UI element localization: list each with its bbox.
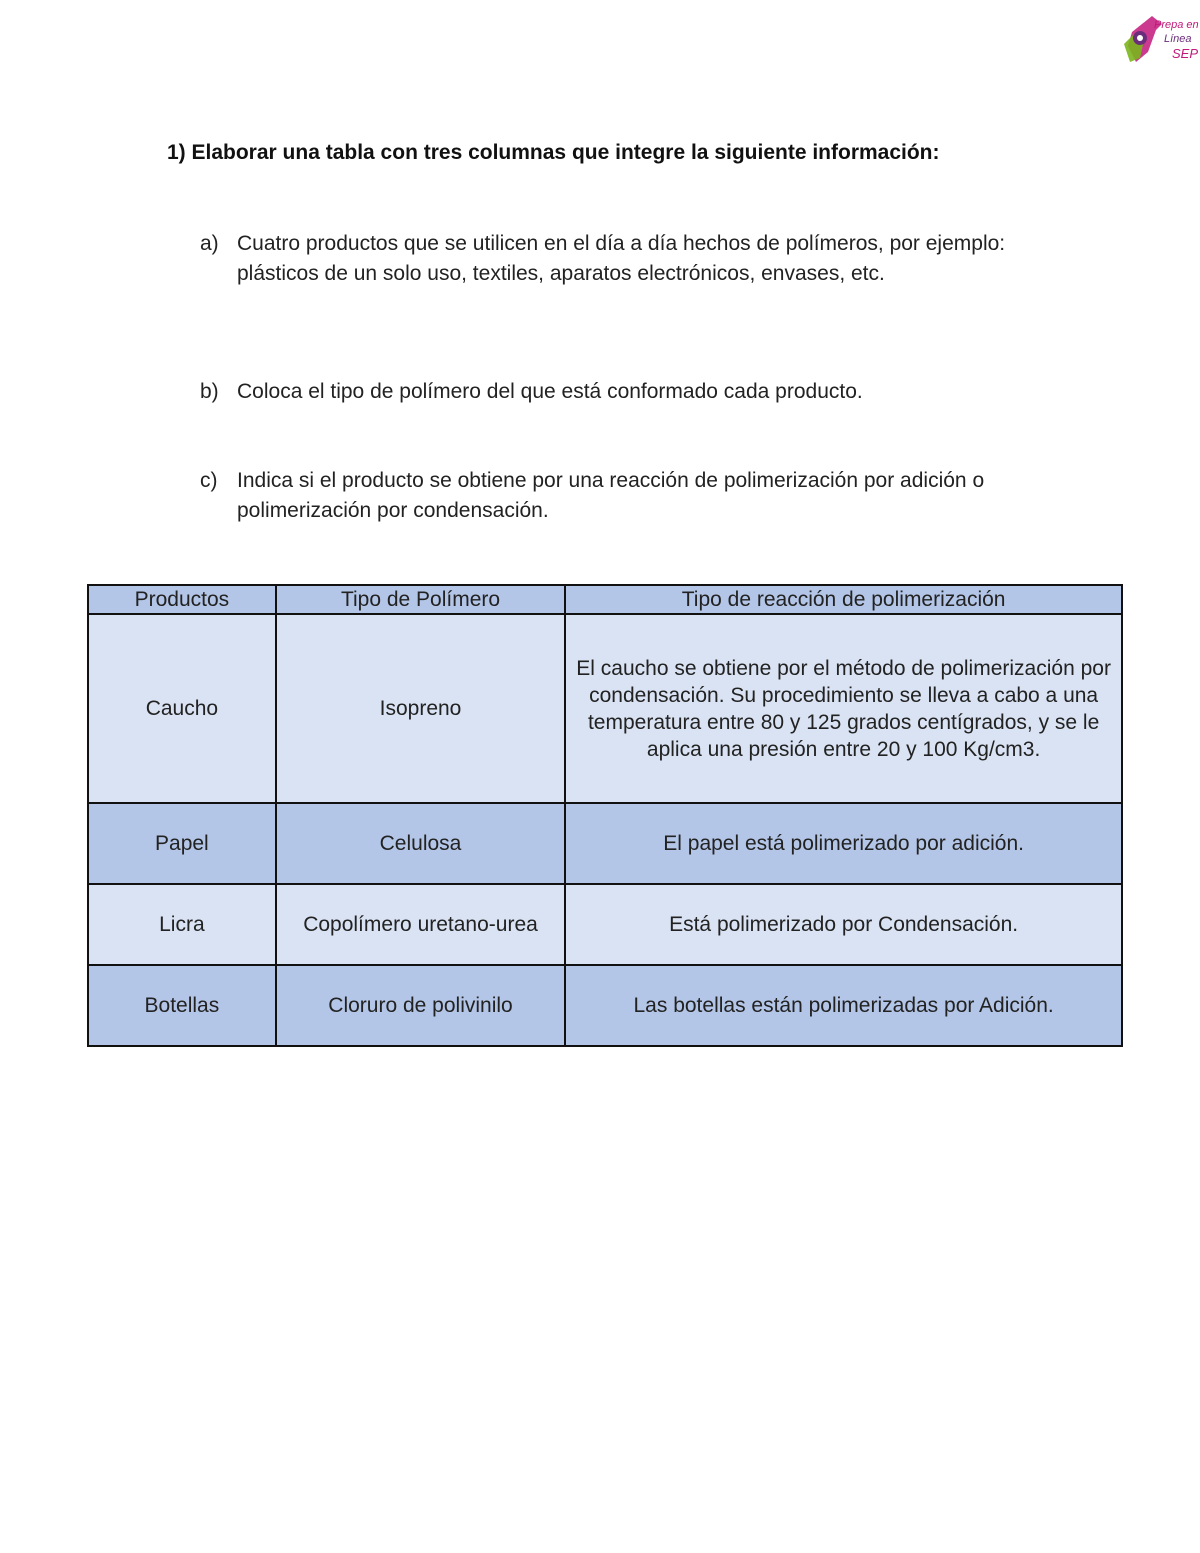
polymer-table	[87, 584, 1123, 1047]
instruction-text: Coloca el tipo de polímero del que está conformado cada producto.	[237, 380, 863, 403]
column-header-tipo-reaccion: Tipo de reacción de polimerización	[565, 585, 1122, 614]
cell-reaccion: Está polimerizado por Condensación.	[565, 884, 1122, 965]
cell-producto: Botellas	[88, 965, 276, 1046]
cell-reaccion: Las botellas están polimerizadas por Adición.	[565, 965, 1122, 1046]
table-row	[88, 884, 1122, 965]
cell-producto: Caucho	[88, 614, 276, 803]
logo-text-2: Línea	[1164, 33, 1192, 45]
instruction-text: Cuatro productos que se utilicen en el día a día hechos de polímeros, por ejemplo: plásticos de un solo uso, textiles, aparatos electrónicos, envases, etc.	[237, 232, 1006, 285]
cell-producto: Papel	[88, 803, 276, 884]
table-row	[88, 803, 1122, 884]
instruction-item-c	[200, 466, 1040, 526]
cell-polimero: Isopreno	[276, 614, 565, 803]
assignment-heading: 1) Elaborar una tabla con tres columnas que integre la siguiente información:	[167, 141, 940, 164]
table-row	[88, 614, 1122, 803]
cell-polimero: Cloruro de polivinilo	[276, 965, 565, 1046]
instruction-item-b	[200, 377, 1040, 407]
instruction-marker: b)	[200, 380, 219, 403]
column-header-productos: Productos	[88, 585, 276, 614]
prepa-en-linea-sep-logo	[1118, 12, 1200, 70]
instruction-item-a	[200, 229, 1040, 289]
cell-producto: Licra	[88, 884, 276, 965]
instruction-marker: a)	[200, 232, 219, 255]
instruction-marker: c)	[200, 469, 218, 492]
table-row	[88, 965, 1122, 1046]
table-header-row	[88, 585, 1122, 614]
cell-reaccion: El papel está polimerizado por adición.	[565, 803, 1122, 884]
logo-text-1: Prepa en	[1154, 19, 1199, 31]
cell-polimero: Celulosa	[276, 803, 565, 884]
logo-text-3: SEP	[1172, 46, 1199, 61]
cell-reaccion: El caucho se obtiene por el método de polimerización por condensación. Su procedimiento se lleva a cabo a una temperatura entre 80 y 125 grados centígrados, y se le aplica una presión entre 20 y 100 Kg/cm3.	[565, 614, 1122, 803]
cell-polimero: Copolímero uretano-urea	[276, 884, 565, 965]
instruction-text: Indica si el producto se obtiene por una reacción de polimerización por adición o polimerización por condensación.	[237, 469, 985, 522]
column-header-tipo-polimero: Tipo de Polímero	[276, 585, 565, 614]
